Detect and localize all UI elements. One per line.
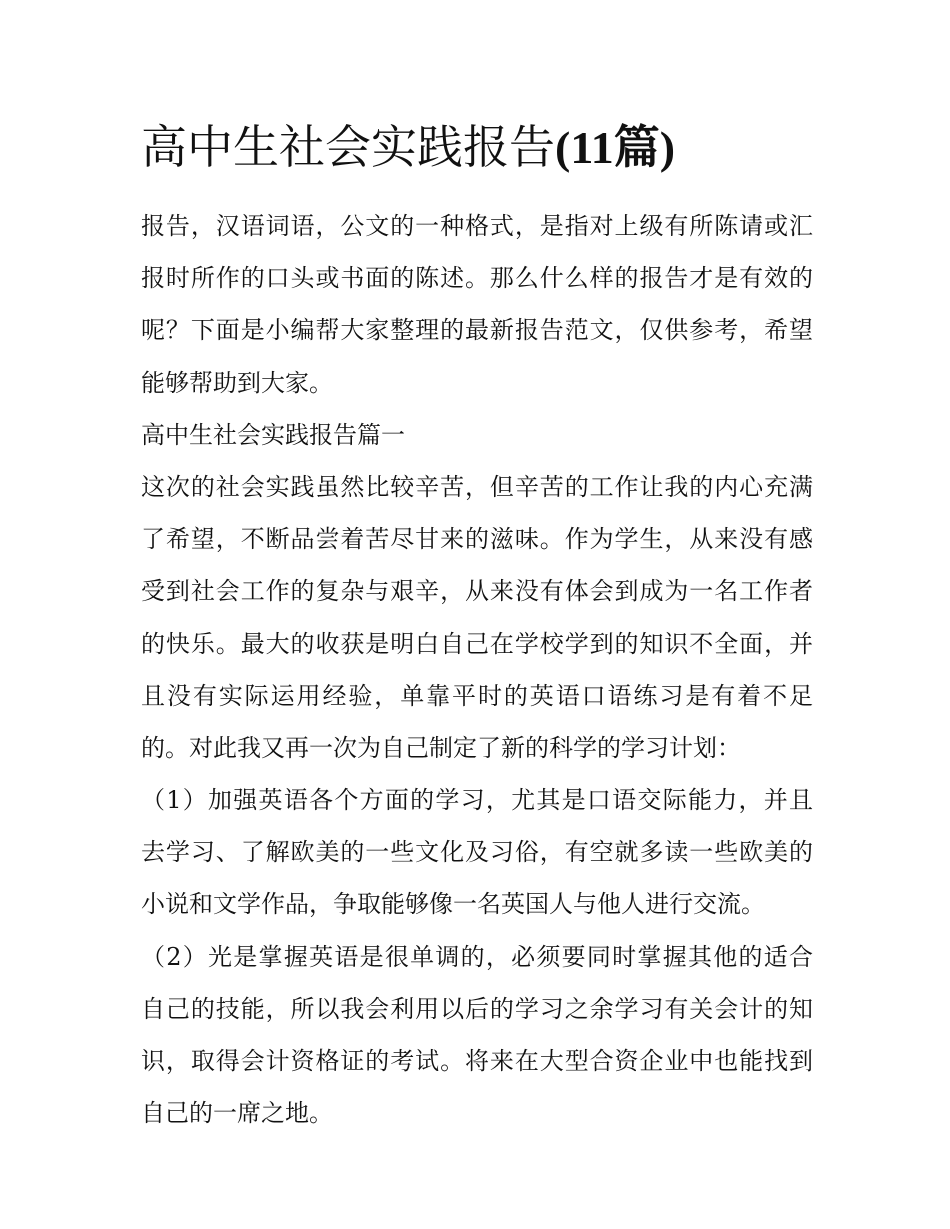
paragraph-line-1: 这次的社会实践虽然比较辛苦，但辛苦的工作让我的内心充满 — [141, 472, 813, 501]
intro-line-4: 能够帮助到大家。 — [141, 368, 333, 397]
paragraph-line-6: 的。对此我又再一次为自己制定了新的科学的学习计划： — [141, 733, 741, 762]
plan-item-2-line-2: 自己的技能，所以我会利用以后的学习之余学习有关会计的知 — [141, 994, 813, 1023]
plan-item-2-line-4: 自己的一席之地。 — [141, 1099, 333, 1128]
intro-line-3: 呢？下面是小编帮大家整理的最新报告范文，仅供参考，希望 — [141, 316, 813, 345]
title-count: (11篇) — [555, 122, 676, 173]
paragraph-line-2: 了希望，不断品尝着苦尽甘来的滋味。作为学生，从来没有感 — [141, 525, 813, 554]
section-heading: 高中生社会实践报告篇一 — [141, 420, 405, 449]
document-body — [141, 200, 813, 1139]
paragraph-line-5: 且没有实际运用经验，单靠平时的英语口语练习是有着不足 — [141, 681, 813, 710]
plan-item-2-line-3: 识，取得会计资格证的考试。将来在大型合资企业中也能找到 — [141, 1047, 813, 1075]
plan-item-1-line-3: 小说和文学作品，争取能够像一名英国人与他人进行交流。 — [141, 890, 765, 919]
paragraph-line-4: 的快乐。最大的收获是明白自己在学校学到的知识不全面，并 — [141, 629, 813, 658]
paragraph-line-3: 受到社会工作的复杂与艰辛，从来没有体会到成为一名工作者 — [141, 577, 813, 606]
title-text: 高中生社会实践报告 — [141, 120, 555, 174]
intro-line-2: 报时所作的口头或书面的陈述。那么什么样的报告才是有效的 — [141, 264, 813, 293]
intro-line-1: 报告，汉语词语，公文的一种格式，是指对上级有所陈请或汇 — [141, 212, 813, 240]
document-title — [141, 112, 861, 183]
plan-item-1-line-1: （1）加强英语各个方面的学习，尤其是口语交际能力，并且 — [141, 786, 813, 815]
plan-item-2-line-1: （2）光是掌握英语是很单调的，必须要同时掌握其他的适合 — [141, 942, 813, 971]
plan-item-1-line-2: 去学习、了解欧美的一些文化及习俗，有空就多读一些欧美的 — [141, 838, 813, 867]
